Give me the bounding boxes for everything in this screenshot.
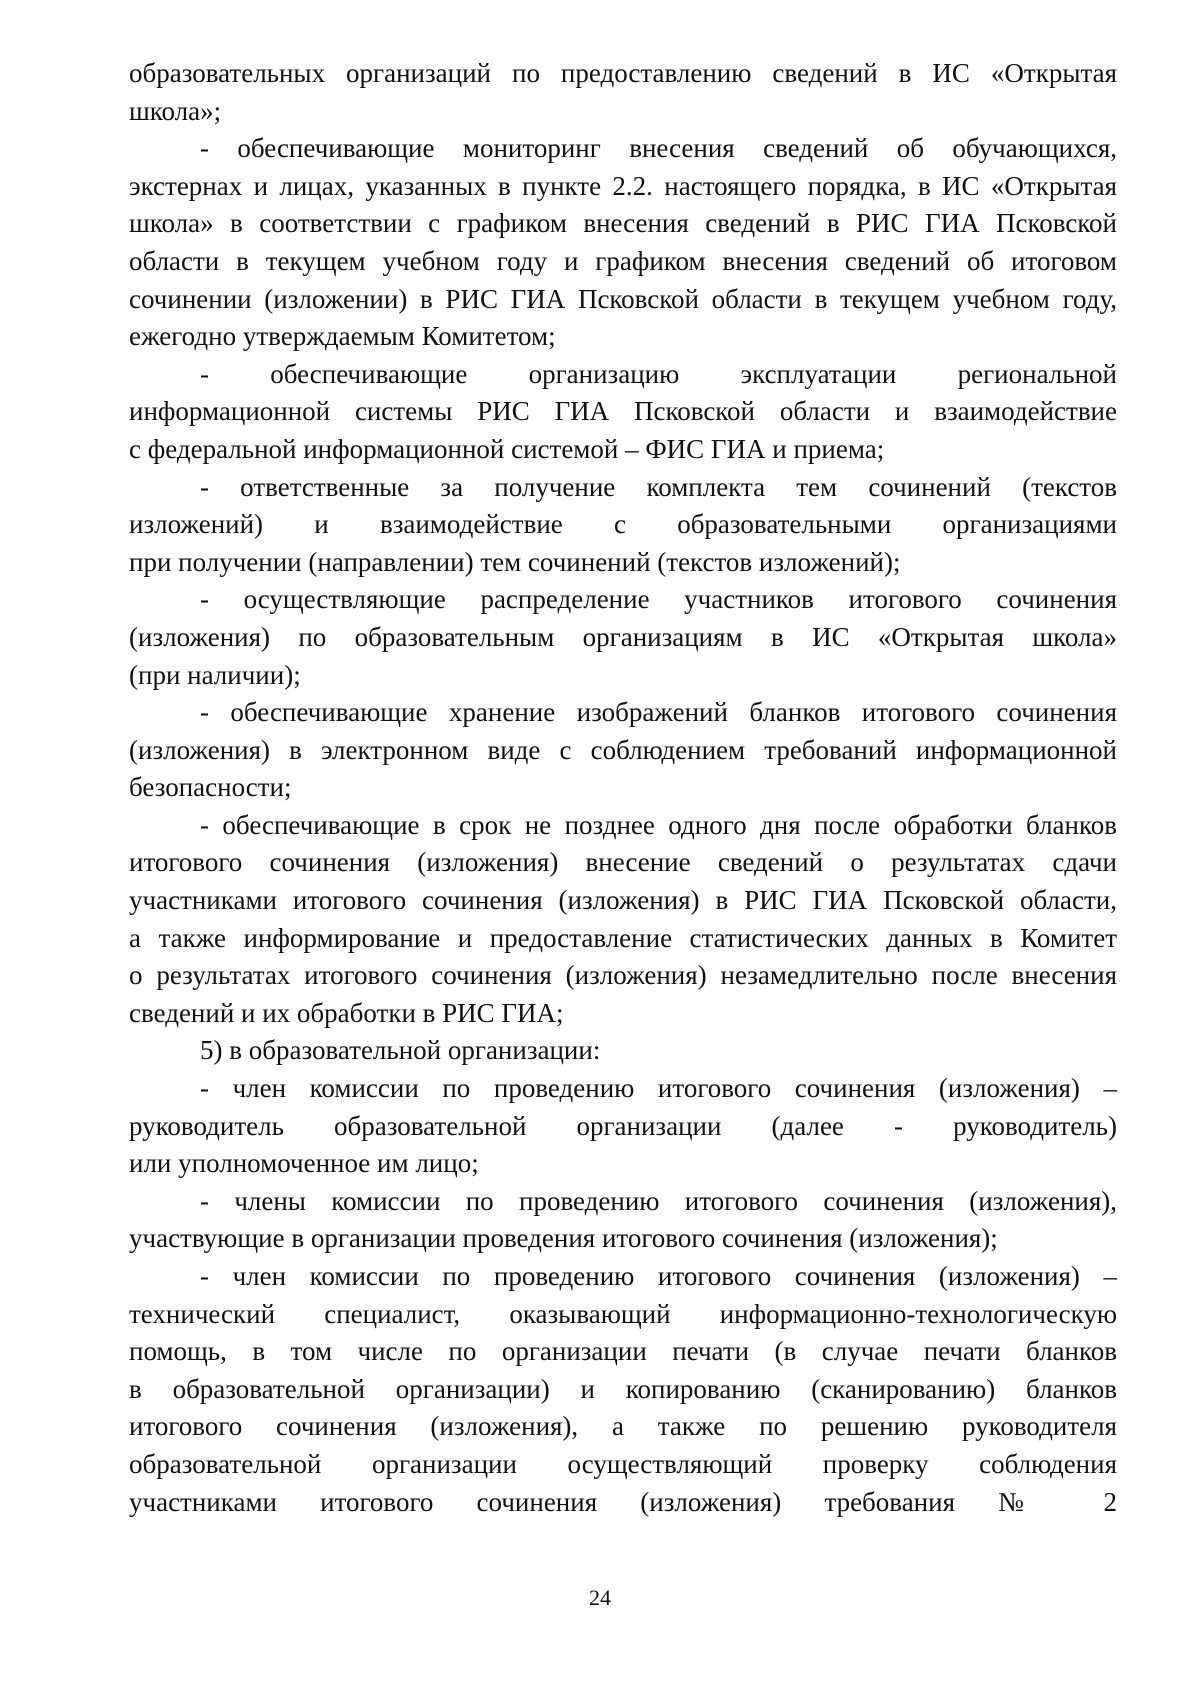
text-line: с федеральной информационной системой – ФИС ГИА и приема; (129, 433, 885, 464)
text-line: о результатах итогового сочинения (изложения) незамедлительно после внесения (129, 960, 1117, 991)
text-line: а также информирование и предоставление статистических данных в Комитет (129, 922, 1117, 953)
text-line: образовательной организации осуществляющий проверку соблюдения (129, 1448, 1117, 1479)
text-line: изложений) и взаимодействие с образовательными организациями (129, 509, 1117, 540)
page-number: 24 (589, 1585, 611, 1610)
text-line: итогового сочинения (изложения), а также по решению руководителя (129, 1411, 1117, 1442)
text-line: школа» в соответствии с графиком внесения сведений в РИС ГИА Псковской (129, 208, 1117, 239)
text-line: экстернах и лицах, указанных в пункте 2.2. настоящего порядка, в ИС «Открытая (129, 170, 1117, 201)
text-line: участниками итогового сочинения (изложения) требования № 2 (129, 1486, 1117, 1517)
text-line: - обеспечивающие организацию эксплуатации региональной (200, 358, 1117, 389)
text-line: - обеспечивающие мониторинг внесения сведений об обучающихся, (200, 133, 1117, 164)
text-line: области в текущем учебном году и графиком внесения сведений об итоговом (129, 245, 1117, 276)
text-line: помощь, в том числе по организации печати (в случае печати бланков (129, 1336, 1117, 1367)
text-line: - член комиссии по проведению итогового сочинения (изложения) – (200, 1261, 1117, 1291)
text-line: образовательных организаций по предоставлению сведений в ИС «Открытая (129, 58, 1117, 88)
text-line: - члены комиссии по проведению итогового сочинения (изложения), (200, 1185, 1117, 1216)
text-line: участниками итогового сочинения (изложения) в РИС ГИА Псковской области, (129, 885, 1117, 916)
text-line: - обеспечивающие в срок не позднее одного дня после обработки бланков (200, 809, 1117, 840)
text-line: технический специалист, оказывающий информационно-технологическую (129, 1298, 1117, 1329)
text-line: - осуществляющие распределение участников итогового сочинения (200, 584, 1117, 615)
text-line: - ответственные за получение комплекта тем сочинений (текстов (200, 471, 1117, 502)
text-line: при получении (направлении) тем сочинений (текстов изложений); (129, 546, 901, 577)
text-line: школа»; (129, 95, 222, 126)
document-body (129, 55, 1117, 1521)
text-line: (при наличии); (129, 659, 301, 690)
text-line: сочинении (изложении) в РИС ГИА Псковской области в текущем учебном году, (129, 283, 1117, 314)
text-line: безопасности; (129, 772, 292, 803)
text-line: - член комиссии по проведению итогового сочинения (изложения) – (200, 1073, 1117, 1104)
text-line: участвующие в организации проведения итогового сочинения (изложения); (129, 1223, 998, 1254)
text-line: руководитель образовательной организации (далее - руководитель) (129, 1110, 1117, 1141)
text-line: итогового сочинения (изложения) внесение сведений о результатах сдачи (129, 847, 1117, 878)
text-line: (изложения) в электронном виде с соблюдением требований информационной (129, 734, 1117, 765)
text-line: (изложения) по образовательным организациям в ИС «Открытая школа» (129, 621, 1117, 652)
text-line: - обеспечивающие хранение изображений бланков итогового сочинения (200, 697, 1117, 728)
text-line: ежегодно утверждаемым Комитетом; (129, 321, 556, 352)
text-line: в образовательной организации) и копированию (сканированию) бланков (129, 1373, 1117, 1404)
text-line: 5) в образовательной организации: (200, 1035, 601, 1066)
text-line: или уполномоченное им лицо; (129, 1148, 479, 1179)
text-line: информационной системы РИС ГИА Псковской области и взаимодействие (129, 396, 1117, 427)
text-line: сведений и их обработки в РИС ГИА; (129, 997, 564, 1028)
